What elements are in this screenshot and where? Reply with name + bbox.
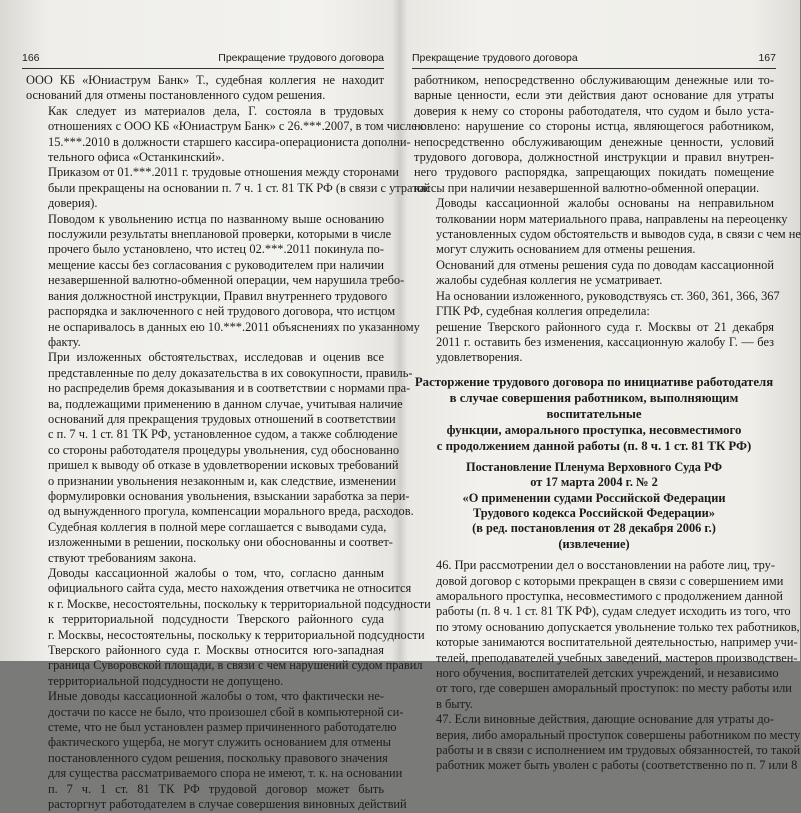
text-line: 46. При рассмотрении дел о восстановлении на работе лиц, тру- — [436, 558, 776, 573]
text-line: были прекращены на основании п. 7 ч. 1 ст. 81 ТК РФ (в связи с утратой — [48, 180, 431, 195]
text-line: распорядка и заключенного с ней трудового договора, что истцом — [48, 304, 396, 319]
paragraph — [26, 519, 393, 566]
text-line: о признании увольнения незаконным и, как следствие, изменении — [48, 473, 396, 488]
text-line: постановленного судом решения, поскольку правового значения — [48, 750, 388, 765]
paragraph — [26, 103, 426, 166]
paragraph — [414, 73, 774, 196]
text-line: толковании норм материального права, направлены на переоценку — [436, 211, 788, 226]
text-line: прочего было установлено, что истец 02.***.2011 покинула по- — [48, 242, 384, 257]
right-page — [402, 0, 801, 773]
text-line: Оснований для отмены решения суда по доводам кассационной — [436, 257, 774, 272]
paragraph — [26, 73, 384, 104]
document-title-line: (извлечение) — [558, 536, 630, 551]
text-line: но распределив бремя доказывания и в соответствии с нормами пра- — [48, 381, 411, 396]
text-line: не оспаривалось в данных ею 10.***.2011 объяснениях по указанному — [48, 319, 420, 334]
text-line: 2011 г. оставить без изменения, кассационную жалобу Г. — без — [436, 334, 774, 349]
section-heading-line: в случае совершения работником, выполняющим воспитательные — [449, 390, 739, 421]
text-line: работы и в связи с исполнением им трудовых обязанностей, то такой — [436, 743, 801, 758]
text-line: доверия). — [48, 196, 98, 211]
paragraph — [414, 320, 774, 366]
paragraph — [26, 689, 407, 812]
text-line: работник может быть уволен с работы (соответственно по п. 7 или 8 — [436, 758, 798, 773]
text-line: отношениях с ООО КБ «Юниаструм Банк» с 26.***.2007, в том числе с — [48, 119, 426, 134]
text-line: Доводы кассационной жалобы основаны на неправильном — [436, 196, 774, 211]
text-line: мещение кассы без согласования с руководителем при наличии — [48, 257, 384, 272]
running-head: Прекращение трудового договора — [412, 52, 578, 64]
text-line: тельного офиса «Останкинский». — [48, 150, 225, 165]
section-heading — [414, 374, 774, 454]
document-title-line: Трудового кодекса Российской Федерации» — [473, 505, 715, 520]
text-line: фактического ущерба, не могут служить основанием для отмены — [48, 735, 391, 750]
text-line: работы (п. 8 ч. 1 ст. 81 ТК РФ), судам следует исходить из того, что — [436, 604, 791, 619]
text-line: Доводы кассационной жалобы о том, что, согласно данным — [48, 566, 384, 580]
section-heading-line: с продолжением данной работы (п. 8 ч. 1 ст. 81 ТК РФ) — [436, 438, 752, 453]
text-line: На основании изложенного, руководствуясь ст. 360, 361, 366, 367 — [436, 288, 780, 303]
paragraph — [26, 211, 420, 351]
text-line: него трудового распорядка, запрещающих покидать помещение — [414, 165, 774, 180]
text-line: верия, либо аморальный проступок совершены работником по месту — [436, 727, 801, 742]
text-line: новлено: нарушение со стороны истца, являющегося работником, — [414, 119, 774, 134]
text-line: доверия к нему со стороны работодателя, что судом и было уста- — [414, 103, 774, 118]
text-line: достачи по кассе не было, что произошел сбой в компьютерной си- — [48, 704, 404, 719]
text-line: удовлетворения. — [436, 350, 523, 365]
text-line: представленные по делу доказательства в их совокупности, правиль- — [48, 365, 413, 380]
page-number: 167 — [758, 52, 776, 64]
text-line: для существа рассматриваемого спора не имеют, т. к. на основании — [48, 766, 403, 781]
left-page-header — [22, 52, 384, 69]
paragraph — [414, 712, 801, 774]
text-line: Приказом от 01.***.2011 г. трудовые отношения между сторонами — [48, 165, 399, 180]
text-line: Иные доводы кассационной жалобы о том, что фактически не- — [48, 689, 384, 704]
document-title — [414, 460, 774, 552]
text-line: расторгнут работодателем в случае совершения виновных действий — [48, 797, 407, 812]
text-line: стеме, что не был установлен размер причиненного работодателю — [48, 720, 397, 735]
text-line: ствуют требованиям закона. — [48, 550, 197, 565]
page-number: 166 — [22, 52, 40, 64]
text-line: ного обучения, воспитателей детских учреждений, и независимо — [436, 666, 779, 680]
text-line: незавершенной валютно-обменной операции, чем нарушила требо- — [48, 273, 405, 288]
text-line: в быту. — [436, 696, 473, 711]
text-line: кассы при наличии незавершенной валютно-обменной операции. — [414, 180, 760, 195]
text-line: работником, непосредственно обслуживающим денежные или то- — [414, 73, 774, 87]
paragraph — [414, 258, 774, 289]
text-line: к г. Москве, несостоятельны, поскольку к территориальной подсудности — [48, 596, 431, 611]
text-line: от того, где совершен аморальный проступок: по месту работы или — [436, 681, 792, 696]
text-line: варные ценности, если эти действия дают основание для утраты — [414, 88, 774, 103]
text-line: п. 7 ч. 1 ст. 81 ТК РФ трудовой договор может быть — [48, 781, 384, 796]
text-line: решение Тверского районного суда г. Москвы от 21 декабря — [436, 319, 774, 334]
document-title-line: (в ред. постановления от 28 декабря 2006 г.) — [472, 521, 716, 536]
section-heading-line: функции, аморального проступка, несовместимого — [446, 422, 742, 437]
paragraph — [414, 288, 780, 320]
text-line: оснований для отмены постановленного судом решения. — [26, 88, 326, 103]
text-line: территориальной подсудности не допущено. — [48, 673, 284, 688]
text-line: непосредственно обслуживающим денежные ценности, условий — [414, 134, 774, 149]
section-heading-line: Расторжение трудового договора по инициативе работодателя — [414, 374, 774, 389]
document-title-line: Постановление Пленума Верховного Суда РФ — [465, 459, 723, 474]
text-line: аморального проступка, несовместимого с продолжением данной — [436, 588, 783, 603]
text-line: Тверского районного суда г. Москвы относится юго-западная — [48, 643, 384, 658]
text-line: 47. Если виновные действия, дающие основание для утраты до- — [436, 712, 774, 727]
text-line: послужили результаты внеплановой проверки, которыми в числе — [48, 227, 392, 242]
left-page-body — [26, 73, 431, 812]
paragraph — [26, 566, 431, 689]
text-line: к территориальной подсудности Тверского районного суда — [48, 612, 384, 627]
text-line: официального сайта суда, место нахождения ответчика не относится — [48, 581, 412, 596]
text-line: трудового договора, должностной инструкции и правил внутрен- — [414, 150, 774, 165]
text-line: со стороны работодателя процедуры увольнения, суд обоснованно — [48, 442, 400, 457]
text-line: ГПК РФ, судебная коллегия определила: — [436, 304, 650, 319]
paragraph — [414, 196, 801, 258]
text-line: оснований для прекращения трудовых отношений в соответствии — [48, 411, 396, 426]
text-line: с п. 7 ч. 1 ст. 81 ТК РФ, установленное судом, а также соблюдение — [48, 427, 398, 442]
paragraph — [414, 558, 800, 712]
right-page-body — [414, 73, 801, 773]
text-line: по этому основанию допускается увольнение только тех работников, — [436, 619, 800, 634]
text-line: 15.***.2010 в должности старшего кассира-операциониста дополни- — [48, 134, 411, 149]
text-line: могут служить основанием для отмены решения. — [436, 242, 696, 257]
document-title-line: «О применении судами Российской Федерации — [462, 490, 726, 505]
text-line: факту. — [48, 334, 81, 349]
text-line: пришел к выводу об отказе в удовлетворении исковых требований — [48, 458, 399, 473]
text-line: Поводом к увольнению истца по названному выше основанию — [48, 211, 384, 226]
text-line: которые занимаются воспитательной деятельностью, например учи- — [436, 635, 798, 650]
paragraph — [26, 350, 414, 519]
text-line: вания должностной инструкции, Правил внутреннего трудового — [48, 288, 388, 303]
text-line: телей, преподавателей учебных заведений, мастеров производствен- — [436, 650, 798, 665]
paragraph — [26, 165, 431, 211]
text-line: жалобы судебная коллегия не усматривает. — [436, 273, 663, 288]
text-line: довой договор с которыми прекращен в связи с совершением ими — [436, 573, 784, 588]
text-line: формулировки основания увольнения, взыскании заработка за пери- — [48, 488, 410, 503]
document-title-line: от 17 марта 2004 г. № 2 — [530, 475, 658, 490]
text-line: г. Москвы, несостоятельны, поскольку к территориальной подсудности — [48, 627, 425, 642]
text-line: граница Суворовской площади, в связи с чем нарушений судом правил — [48, 658, 423, 673]
right-page-header — [412, 52, 776, 69]
text-line: ва, подлежащими применению в данном случае, учитывая наличие — [48, 396, 403, 411]
text-line: установленных судом обстоятельств и выводов суда, в связи с чем не — [436, 227, 801, 242]
text-line: изложенными в решении, поскольку они обоснованны и соответ- — [48, 535, 393, 550]
text-line: од вынужденного прогула, компенсации морального вреда, расходов. — [48, 504, 414, 519]
text-line: Судебная коллегия в полной мере соглашается с выводами суда, — [48, 519, 387, 534]
text-line: При изложенных обстоятельствах, исследовав и оценив все — [48, 350, 384, 365]
text-line: Как следует из материалов дела, Г. состояла в трудовых — [48, 103, 384, 118]
text-line: ООО КБ «Юниаструм Банк» Т., судебная коллегия не находит — [26, 73, 384, 87]
running-head: Прекращение трудового договора — [218, 52, 384, 64]
